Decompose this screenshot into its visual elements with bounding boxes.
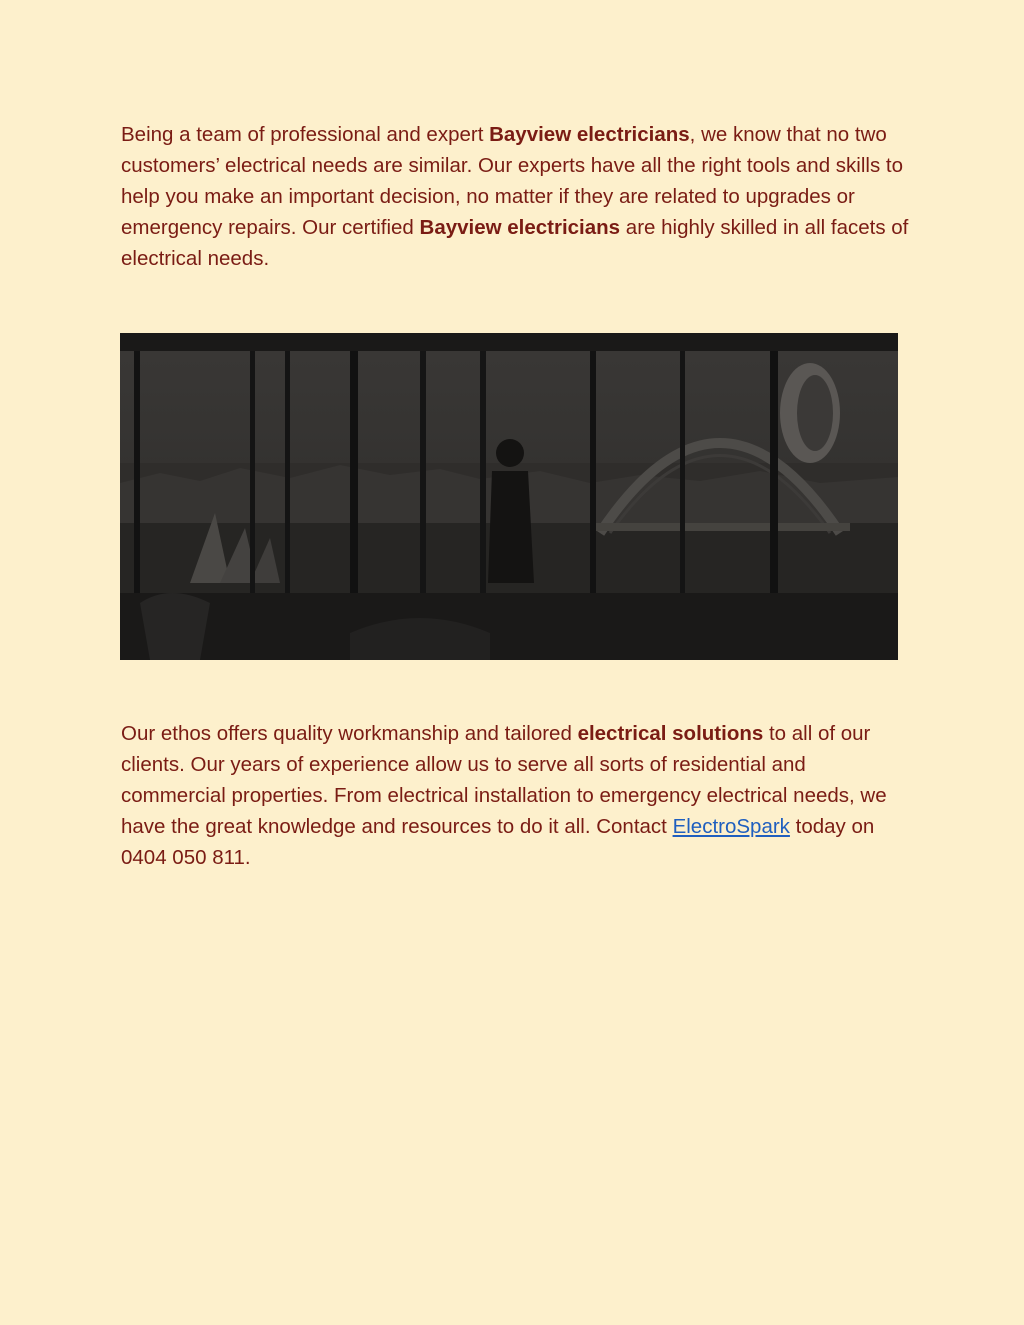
intro-text-3: are highly skilled in all facets of electrical needs. bbox=[121, 216, 909, 270]
intro-bold-1: Bayview electricians bbox=[489, 123, 690, 146]
ethos-bold-1: electrical solutions bbox=[577, 722, 764, 745]
ethos-paragraph bbox=[121, 718, 911, 873]
electrospark-link[interactable]: ElectroSpark bbox=[672, 815, 790, 838]
harbour-view-photo bbox=[120, 333, 898, 660]
intro-bold-2: Bayview electricians bbox=[419, 216, 621, 239]
intro-text-1: Being a team of professional and expert bbox=[121, 123, 490, 146]
photo-illustration bbox=[120, 333, 898, 660]
ethos-text-3: today on 0404 050 811. bbox=[121, 815, 875, 869]
ethos-text-2: to all of our clients. Our years of experience allow us to serve all sorts of residential and commercial properties. From electrical installation to emergency electrical needs, we have the great knowledge and resources to do it all. Contact bbox=[121, 722, 887, 838]
intro-text-2: , we know that no two customers’ electrical needs are similar. Our experts have all the right tools and skills to help you make an important decision, no matter if they are related to upgrades or emergency repairs. Our certified bbox=[121, 123, 903, 239]
intro-paragraph bbox=[121, 119, 911, 274]
ethos-text-1: Our ethos offers quality workmanship and tailored bbox=[121, 722, 578, 745]
